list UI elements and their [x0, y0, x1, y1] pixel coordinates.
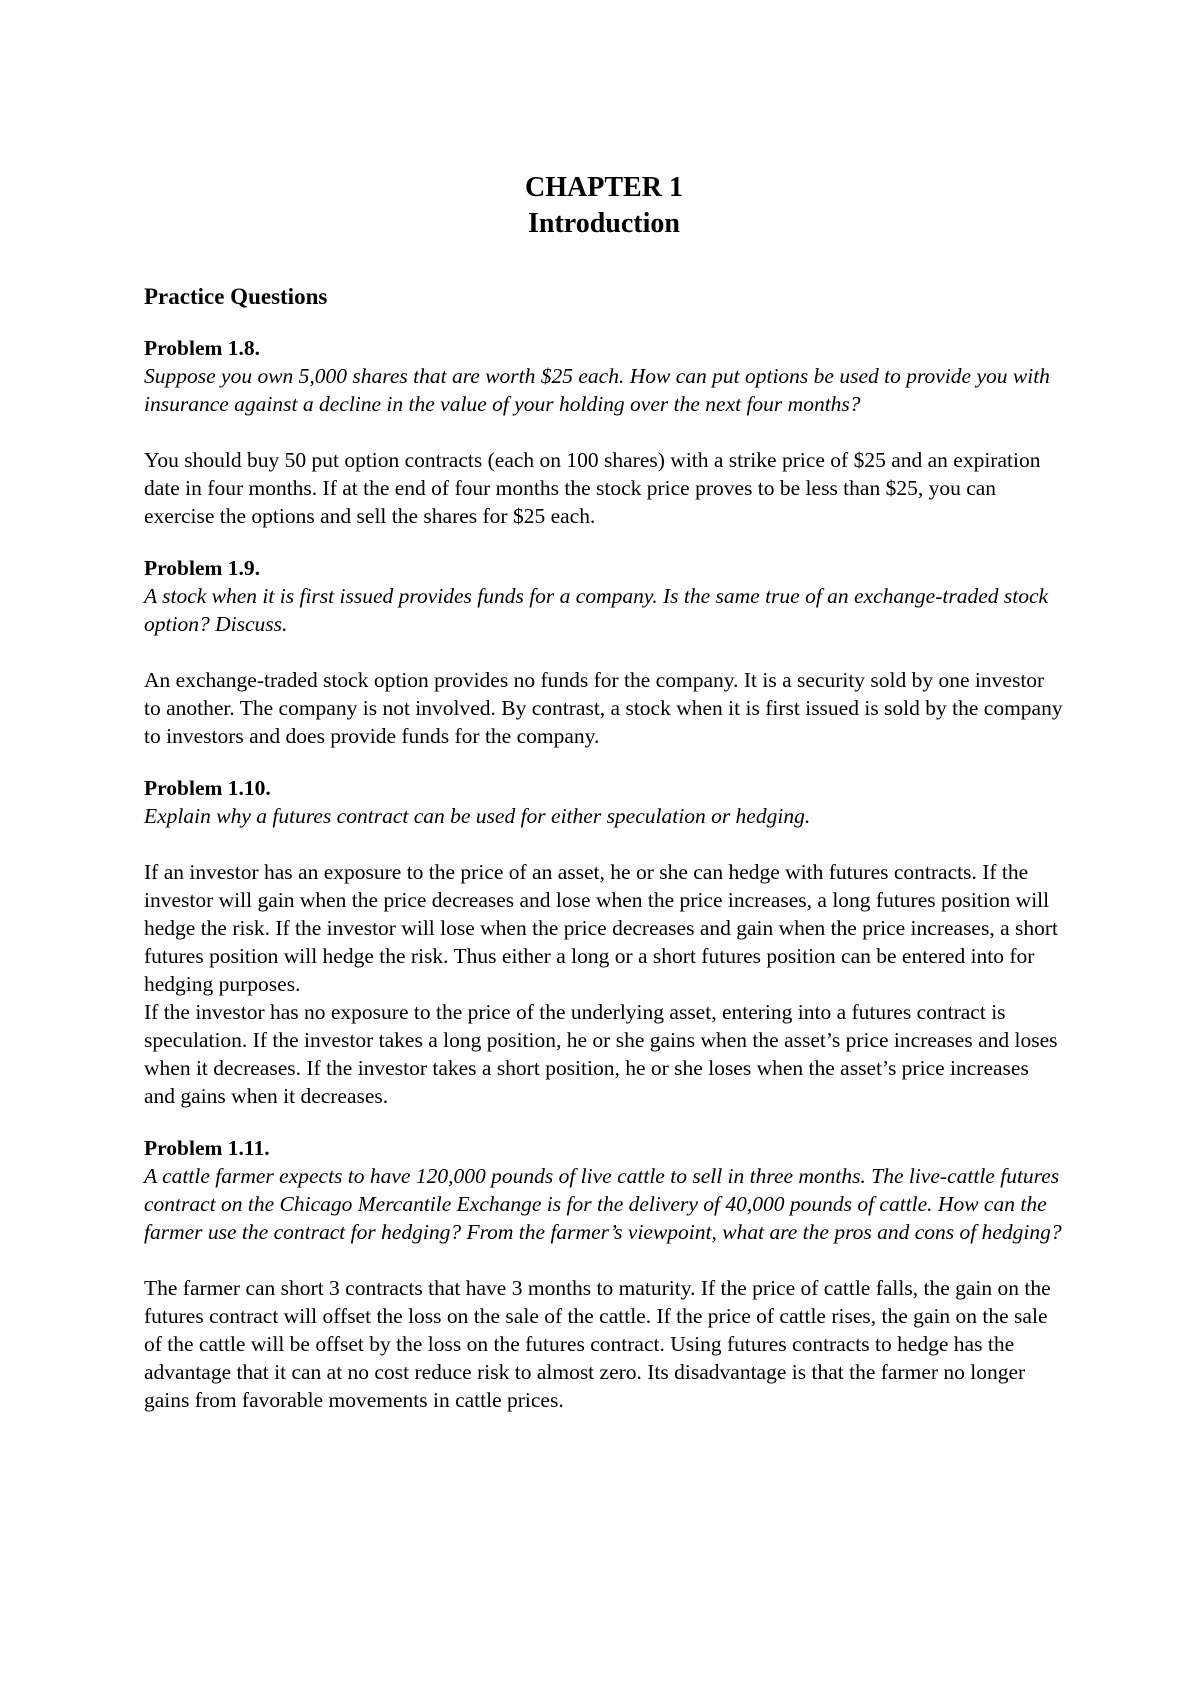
problem-question: Explain why a futures contract can be used for either speculation or hedging.: [144, 804, 811, 828]
problem-question: Suppose you own 5,000 shares that are worth $25 each. How can put options be used to provide you with insurance against a decline in the value of your holding over the next four months?: [144, 364, 1050, 416]
problem-answer: [144, 1274, 1064, 1414]
problem-answer: [144, 446, 1064, 530]
problem-1-11: [144, 1134, 1064, 1414]
problem-title: Problem 1.9.: [144, 556, 261, 580]
problem-1-9: [144, 554, 1064, 750]
section-title: Practice Questions: [144, 284, 328, 309]
problem-1-8: [144, 334, 1064, 530]
problem-title: Problem 1.10.: [144, 776, 271, 800]
problem-question: A cattle farmer expects to have 120,000 pounds of live cattle to sell in three months. The live-cattle futures contract on the Chicago Mercantile Exchange is for the delivery of 40,000 pounds of cattle. How can the farmer use the contract for hedging? From the farmer’s viewpoint, what are the pros and cons of hedging?: [144, 1164, 1062, 1244]
problem-answer: [144, 858, 1064, 1110]
answer-paragraph: An exchange-traded stock option provides no funds for the company. It is a security sold by one investor to another. The company is not involved. By contrast, a stock when it is first issued is sold by the company to investors and does provide funds for the company.: [144, 668, 1063, 748]
answer-paragraph: The farmer can short 3 contracts that have 3 months to maturity. If the price of cattle falls, the gain on the futures contract will offset the loss on the sale of the cattle. If the price of cattle rises, the gain on the sale of the cattle will be offset by the loss on the futures contract. Using futures contracts to hedge has the advantage that it can at no cost reduce risk to almost zero. Its disadvantage is that the farmer no longer gains from favorable movements in cattle prices.: [144, 1276, 1051, 1412]
chapter-title: Introduction: [528, 208, 680, 239]
problem-title: Problem 1.11.: [144, 1136, 270, 1160]
problem-answer: [144, 666, 1064, 750]
answer-paragraph: If an investor has an exposure to the price of an asset, he or she can hedge with futures contracts. If the investor will gain when the price decreases and lose when the price increases, a long futures position will hedge the risk. If the investor will lose when the price decreases and gain when the price increases, a short futures position will hedge the risk. Thus either a long or a short futures position can be entered into for hedging purposes.: [144, 860, 1059, 996]
document-page: [144, 170, 1064, 1414]
problem-question: A stock when it is first issued provides funds for a company. Is the same true of an exchange-traded stock option? Discuss.: [144, 584, 1049, 636]
answer-paragraph: If the investor has no exposure to the price of the underlying asset, entering into a futures contract is speculation. If the investor takes a long position, he or she gains when the asset’s price increases and loses when it decreases. If the investor takes a short position, he or she loses when the asset’s price increases and gains when it decreases.: [144, 1000, 1058, 1108]
problem-1-10: [144, 774, 1064, 1110]
answer-paragraph: You should buy 50 put option contracts (each on 100 shares) with a strike price of $25 and an expiration date in four months. If at the end of four months the stock price proves to be less than $25, you can exercise the options and sell the shares for $25 each.: [144, 448, 1041, 528]
problem-title: Problem 1.8.: [144, 336, 261, 360]
chapter-number: CHAPTER 1: [525, 172, 683, 203]
